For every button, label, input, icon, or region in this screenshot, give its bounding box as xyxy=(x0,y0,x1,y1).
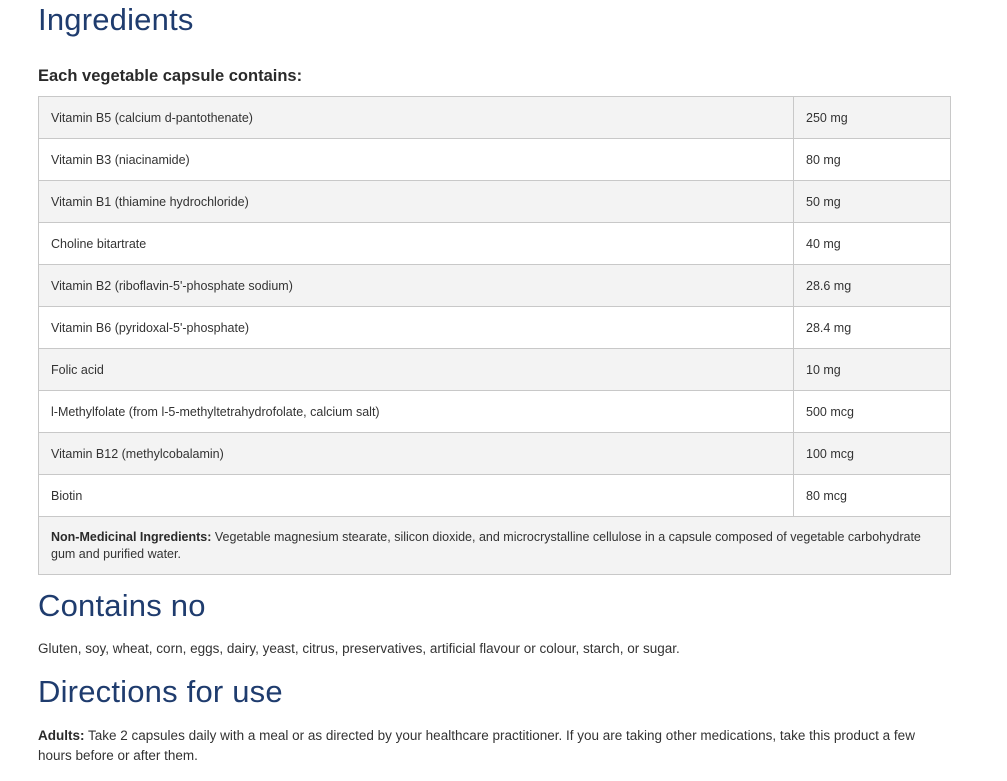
ingredient-name: Biotin xyxy=(39,475,794,517)
ingredient-name: Choline bitartrate xyxy=(39,223,794,265)
contains-no-text: Gluten, soy, wheat, corn, eggs, dairy, yeast, citrus, preservatives, artificial flavour or colour, starch, or sugar. xyxy=(38,641,680,656)
ingredient-amount: 80 mg xyxy=(794,139,951,181)
ingredient-name: Vitamin B3 (niacinamide) xyxy=(39,139,794,181)
ingredient-amount: 100 mcg xyxy=(794,433,951,475)
non-medicinal-text: Vegetable magnesium stearate, silicon dioxide, and microcrystalline cellulose in a capsule composed of vegetable carbohydrate gum and purified water. xyxy=(51,529,921,561)
table-row xyxy=(39,349,951,391)
ingredient-amount: 80 mcg xyxy=(794,475,951,517)
table-row xyxy=(39,475,951,517)
table-row xyxy=(39,433,951,475)
ingredient-amount: 10 mg xyxy=(794,349,951,391)
directions-text xyxy=(38,726,918,766)
ingredient-name: Vitamin B6 (pyridoxal-5'-phosphate) xyxy=(39,307,794,349)
non-medicinal-cell xyxy=(39,517,951,575)
ingredient-name: Vitamin B5 (calcium d-pantothenate) xyxy=(39,97,794,139)
contains-no-title: Contains no xyxy=(38,588,206,623)
ingredient-name: Folic acid xyxy=(39,349,794,391)
table-row xyxy=(39,265,951,307)
ingredients-title: Ingredients xyxy=(38,2,194,37)
table-row xyxy=(39,391,951,433)
table-row xyxy=(39,97,951,139)
capsule-heading: Each vegetable capsule contains: xyxy=(38,67,303,85)
table-row xyxy=(39,181,951,223)
directions-body: Take 2 capsules daily with a meal or as directed by your healthcare practitioner. If you are taking other medications, take this product a few hours before or after them. xyxy=(38,728,915,763)
ingredient-name: l-Methylfolate (from l-5-methyltetrahydrofolate, calcium salt) xyxy=(39,391,794,433)
ingredient-amount: 28.4 mg xyxy=(794,307,951,349)
directions-label: Adults: xyxy=(38,728,85,743)
table-row xyxy=(39,223,951,265)
ingredient-amount: 500 mcg xyxy=(794,391,951,433)
ingredient-amount: 40 mg xyxy=(794,223,951,265)
ingredient-name: Vitamin B1 (thiamine hydrochloride) xyxy=(39,181,794,223)
ingredient-name: Vitamin B12 (methylcobalamin) xyxy=(39,433,794,475)
product-info xyxy=(38,0,950,766)
directions-title: Directions for use xyxy=(38,674,283,709)
ingredients-table xyxy=(38,96,951,575)
non-medicinal-label: Non-Medicinal Ingredients: xyxy=(51,529,212,544)
non-medicinal-row xyxy=(39,517,951,575)
table-row xyxy=(39,307,951,349)
ingredient-name: Vitamin B2 (riboflavin-5'-phosphate sodium) xyxy=(39,265,794,307)
ingredient-amount: 250 mg xyxy=(794,97,951,139)
ingredient-amount: 50 mg xyxy=(794,181,951,223)
table-row xyxy=(39,139,951,181)
ingredient-amount: 28.6 mg xyxy=(794,265,951,307)
